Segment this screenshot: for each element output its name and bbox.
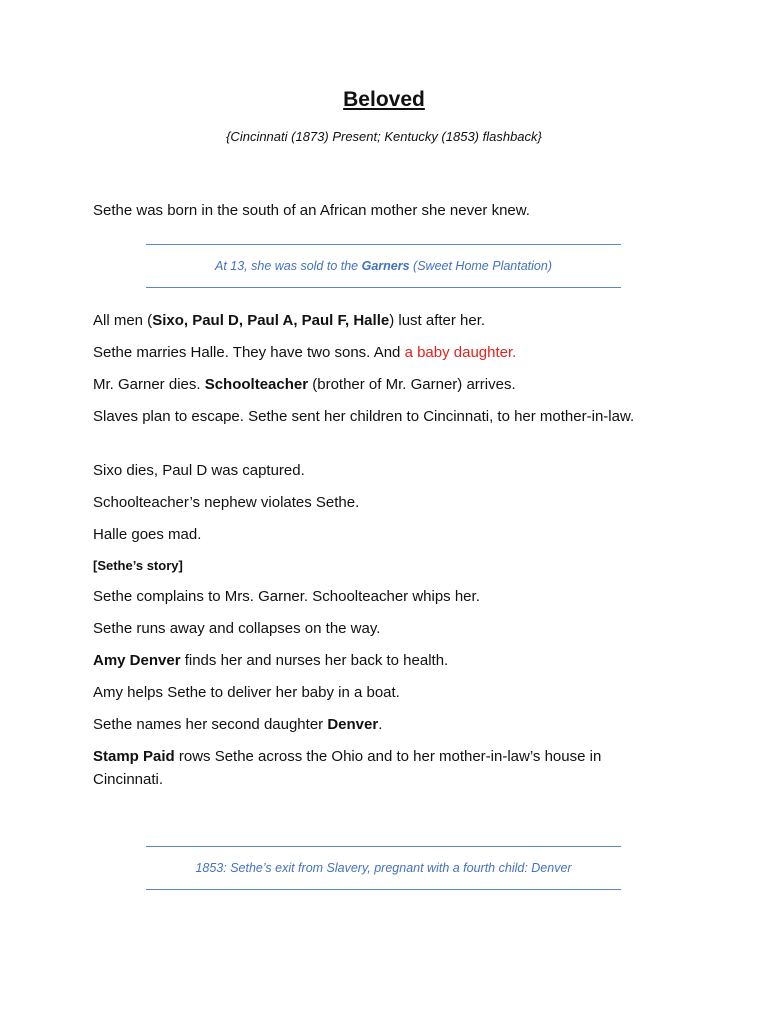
red-text: a baby daughter. <box>404 344 517 361</box>
callout-text: (Sweet Home Plantation) <box>409 259 552 273</box>
paragraph-halle-mad: Halle goes mad. <box>93 526 202 543</box>
bold-text: Amy Denver <box>93 652 181 669</box>
paragraph-marries-halle <box>93 341 668 364</box>
text: Mr. Garner dies. <box>93 376 205 393</box>
paragraph-garner-dies <box>93 373 668 396</box>
callout-exit-from-slavery: 1853: Sethe’s exit from Slavery, pregnant with a fourth child: Denver <box>146 846 621 890</box>
callout-bold-text: Garners <box>361 259 410 273</box>
section-label-sethes-story: [Sethe’s story] <box>93 558 183 573</box>
bold-text: Sixo, Paul D, Paul A, Paul F, Halle <box>152 312 390 329</box>
text: (brother of Mr. Garner) arrives. <box>308 376 516 393</box>
paragraph-amy-denver <box>93 649 668 672</box>
intro-paragraph: Sethe was born in the south of an African mother she never knew. <box>93 202 530 219</box>
text: Sethe names her second daughter <box>93 716 328 733</box>
text: Sethe marries Halle. They have two sons. And <box>93 344 405 361</box>
paragraph-complains: Sethe complains to Mrs. Garner. Schoolteacher whips her. <box>93 588 480 605</box>
text: ) lust after her. <box>389 312 486 329</box>
callout-text: At 13, she was sold to the <box>214 259 362 273</box>
text: finds her and nurses her back to health. <box>180 652 449 669</box>
paragraph-names-denver <box>93 713 668 736</box>
bold-text: Denver <box>327 716 379 733</box>
document-title: Beloved <box>343 88 425 111</box>
callout-sold-to-garners <box>146 244 621 288</box>
paragraph-stamp-paid <box>93 745 668 791</box>
text: All men ( <box>93 312 153 329</box>
paragraph-deliver-baby: Amy helps Sethe to deliver her baby in a boat. <box>93 684 400 701</box>
bold-text: Stamp Paid <box>93 748 175 765</box>
paragraph-plan-escape: Slaves plan to escape. Sethe sent her children to Cincinnati, to her mother-in-law. <box>93 408 635 425</box>
paragraph-nephew: Schoolteacher’s nephew violates Sethe. <box>93 494 360 511</box>
text: . <box>378 716 383 733</box>
paragraph-runs-away: Sethe runs away and collapses on the way. <box>93 620 381 637</box>
document-subtitle: {Cincinnati (1873) Present; Kentucky (1853) flashback} <box>226 129 542 144</box>
paragraph-sixo-dies: Sixo dies, Paul D was captured. <box>93 462 305 479</box>
paragraph-all-men <box>93 309 668 332</box>
text: rows Sethe across the Ohio and to her mother-in-law’s house in Cincinnati. <box>93 748 602 788</box>
bold-text: Schoolteacher <box>204 376 309 393</box>
